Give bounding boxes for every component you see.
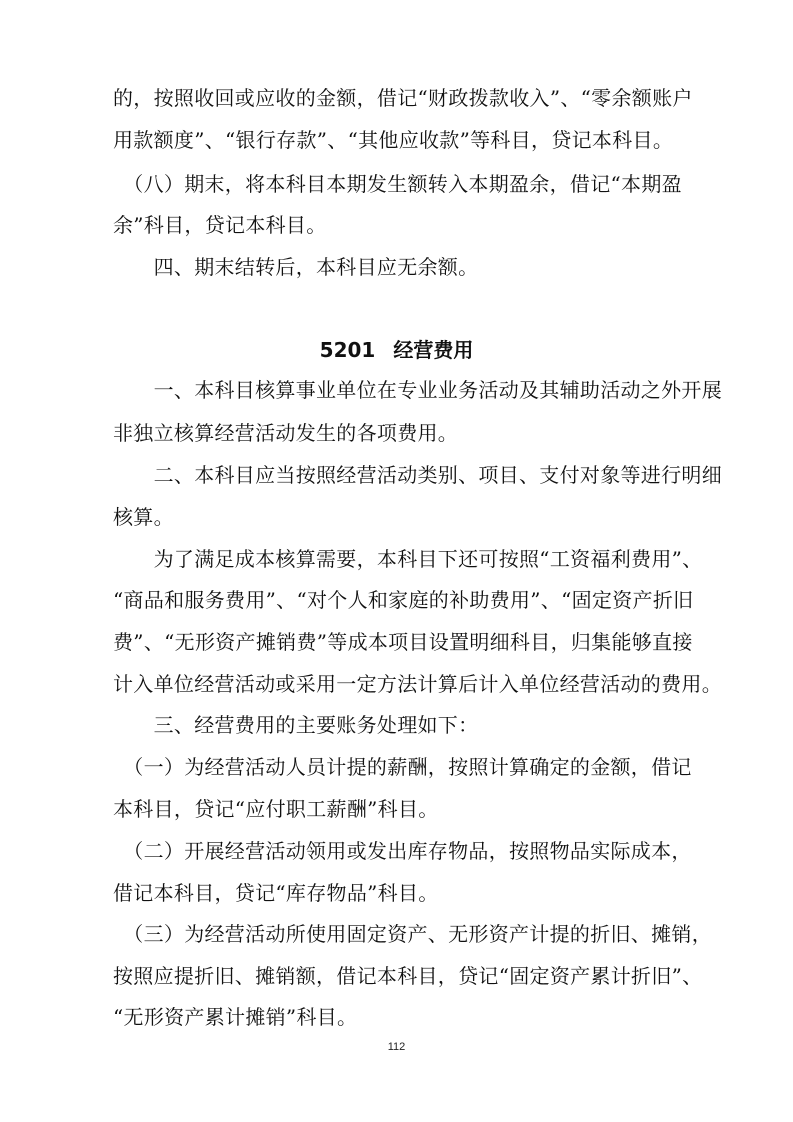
- section-heading: [0, 338, 793, 362]
- body-line-11: 本科目，贷记“应付职工薪酬”科目。: [113, 797, 439, 821]
- body-line-2: 非独立核算经营活动发生的各项费用。: [113, 421, 459, 445]
- section-title: 经营费用: [393, 338, 474, 362]
- body-line-16: “无形资产累计摊销”科目。: [113, 1005, 358, 1029]
- body-line-12: （二）开展经营活动领用或发出库存物品，按照物品实际成本，: [113, 839, 692, 863]
- body-line-5: 为了满足成本核算需要，本科目下还可按照“工资福利费用”、: [113, 547, 703, 571]
- body-line-10: （一）为经营活动人员计提的薪酬，按照计算确定的金额，借记: [113, 755, 692, 779]
- body-line-3: 二、本科目应当按照经营活动类别、项目、支付对象等进行明细: [113, 463, 722, 487]
- body-line-6: “商品和服务费用”、“对个人和家庭的补助费用”、“固定资产折旧: [113, 588, 694, 612]
- text-line-5: 四、期末结转后，本科目应无余额。: [113, 255, 479, 279]
- body-line-9: 三、经营费用的主要账务处理如下：: [113, 713, 479, 737]
- section-code: 5201: [319, 338, 376, 362]
- body-line-7: 费”、“无形资产摊销费”等成本项目设置明细科目，归集能够直接: [113, 630, 693, 654]
- body-line-13: 借记本科目，贷记“库存物品”科目。: [113, 881, 439, 905]
- body-line-15: 按照应提折旧、摊销额，借记本科目，贷记“固定资产累计折旧”、: [113, 964, 703, 988]
- page-number: 112: [387, 1041, 406, 1053]
- body-line-8: 计入单位经营活动或采用一定方法计算后计入单位经营活动的费用。: [113, 672, 722, 696]
- body-line-4: 核算。: [113, 505, 174, 529]
- body-line-14: （三）为经营活动所使用固定资产、无形资产计提的折旧、摊销，: [113, 922, 712, 946]
- body-line-1: 一、本科目核算事业单位在专业业务活动及其辅助活动之外开展: [113, 378, 722, 402]
- text-line-4: 余”科目，贷记本科目。: [113, 213, 327, 237]
- text-line-2: 用款额度”、“银行存款”、“其他应收款”等科目，贷记本科目。: [113, 128, 674, 152]
- text-line-3: （八）期末，将本科目本期发生额转入本期盈余，借记“本期盈: [113, 172, 682, 196]
- text-line-1: 的，按照收回或应收的金额，借记“财政拨款收入”、“零余额账户: [113, 86, 693, 110]
